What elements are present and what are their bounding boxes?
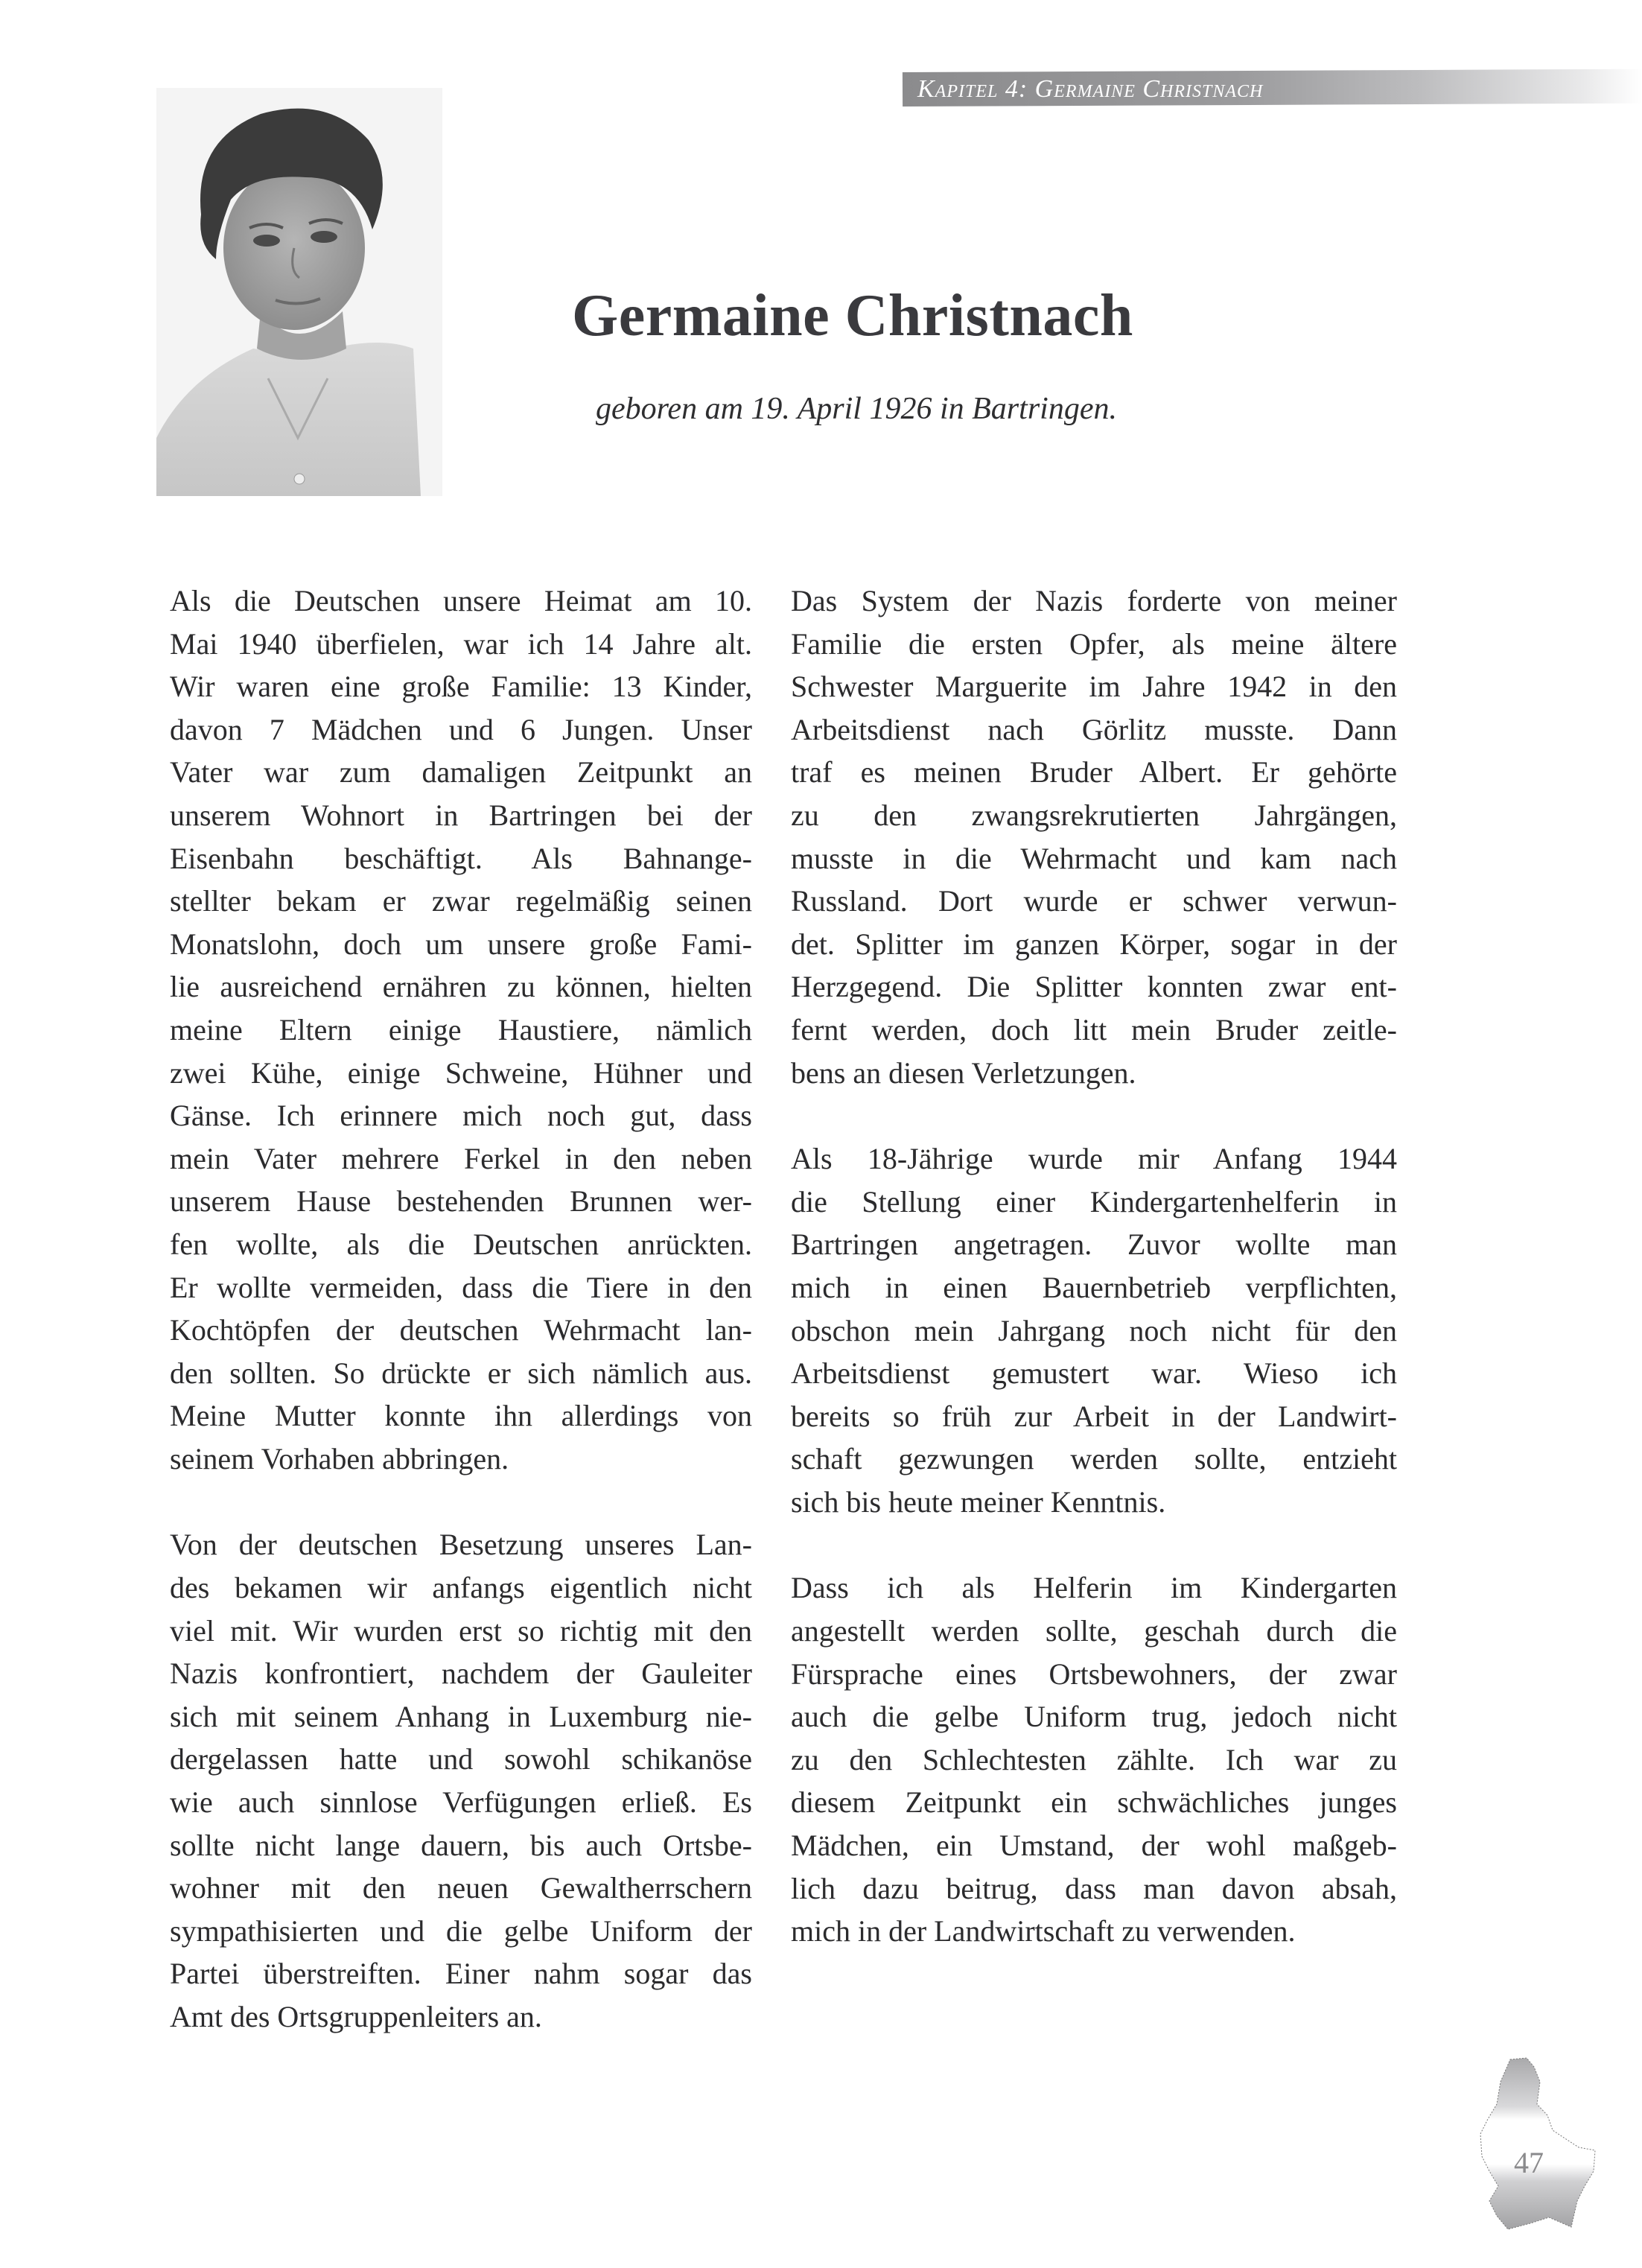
text-line: die Stellung einer Kindergartenhelferin in [791,1184,1397,1219]
paragraph [170,1523,752,2038]
chapter-label: Kapitel 4: Germaine Christnach [917,75,1264,103]
text-line: Kochtöpfen der deutschen Wehrmacht lan- [170,1313,752,1347]
text-column-left [170,579,752,2082]
text-line: Arbeitsdienst gemustert war. Wieso ich [791,1356,1397,1391]
text-line: Als 18-Jährige wurde mir Anfang 1944 [791,1142,1397,1176]
text-line: obschon mein Jahrgang noch nicht für den [791,1313,1397,1347]
text-line: seinem Vorhaben abbringen. [170,1441,509,1476]
text-line: Bartringen angetragen. Zuvor wollte man [791,1227,1397,1262]
text-line: traf es meinen Bruder Albert. Er gehörte [791,755,1397,790]
text-line: schaft gezwungen werden sollte, entzieht [791,1442,1397,1476]
text-line: unserem Hause bestehenden Brunnen wer- [170,1184,752,1219]
text-line: lie ausreichend ernähren zu können, hielten [170,970,752,1004]
text-line: Er wollte vermeiden, dass die Tiere in den [170,1270,752,1304]
text-line: bens an diesen Verletzungen. [791,1055,1136,1090]
text-line: auch die gelbe Uniform trug, jedoch nicht [791,1700,1397,1734]
text-line: sich mit seinem Anhang in Luxemburg nie- [170,1699,752,1733]
text-line: wie auch sinnlose Verfügungen erließ. Es [170,1785,752,1820]
text-line: mein Vater mehrere Ferkel in den neben [170,1141,752,1175]
text-line: Als die Deutschen unsere Heimat am 10. [170,584,752,617]
text-line: sollte nicht lange dauern, bis auch Ortsbe- [170,1828,752,1862]
text-line: des bekamen wir anfangs eigentlich nicht [170,1571,752,1605]
text-line: Meine Mutter konnte ihn allerdings von [170,1399,752,1433]
paragraph [791,579,1397,1094]
text-line: unserem Wohnort in Bartringen bei der [170,798,752,832]
text-line: fernt werden, doch litt mein Bruder zeitle- [791,1012,1397,1046]
text-line: Familie die ersten Opfer, als meine ältere [791,626,1397,661]
text-line: viel mit. Wir wurden erst so richtig mit den [170,1613,752,1648]
text-line: sympathisierten und die gelbe Uniform der [170,1913,752,1948]
text-line: stellter bekam er zwar regelmäßig seinen [170,884,752,918]
text-line: Partei überstreiften. Einer nahm sogar das [170,1957,752,1991]
text-line: dergelassen hatte und sowohl schikanöse [170,1742,752,1776]
text-line: Dass ich als Helferin im Kindergarten [791,1571,1397,1605]
text-line: lich dazu beitrug, dass man davon absah, [791,1871,1397,1905]
text-line: Wir waren eine große Familie: 13 Kinder, [170,670,752,704]
page-title: Germaine Christnach [572,282,1133,349]
text-line: Mädchen, ein Umstand, der wohl maßgeb- [791,1829,1397,1863]
text-line: Schwester Marguerite im Jahre 1942 in den [791,670,1397,704]
text-line: Nazis konfrontiert, nachdem der Gauleiter [170,1656,752,1691]
text-line: Vater war zum damaligen Zeitpunkt an [170,755,752,790]
text-line: Monatslohn, doch um unsere große Fami- [170,927,752,961]
text-line: zwei Kühe, einige Schweine, Hühner und [170,1055,752,1090]
text-line: Russland. Dort wurde er schwer verwun- [791,884,1397,918]
text-line: meine Eltern einige Haustiere, nämlich [170,1012,752,1046]
text-line: bereits so früh zur Arbeit in der Landwirt- [791,1399,1397,1433]
text-line: angestellt werden sollte, geschah durch die [791,1614,1397,1648]
text-line: Mai 1940 überfielen, war ich 14 Jahre alt. [170,626,752,661]
text-line: wohner mit den neuen Gewaltherrschern [170,1871,752,1905]
text-column-right [791,579,1397,1996]
text-line: Eisenbahn beschäftigt. Als Bahnange- [170,841,752,875]
text-line: Arbeitsdienst nach Görlitz musste. Dann [791,712,1397,746]
text-line: Gänse. Ich erinnere mich noch gut, dass [170,1099,752,1133]
text-line: zu den Schlechtesten zählte. Ich war zu [791,1742,1397,1776]
text-line: fen wollte, als die Deutschen anrückten. [170,1227,752,1261]
text-line: Von der deutschen Besetzung unseres Lan- [170,1528,752,1562]
text-line: Das System der Nazis forderte von meiner [791,584,1397,617]
text-line: det. Splitter im ganzen Körper, sogar in der [791,927,1397,961]
text-line: davon 7 Mädchen und 6 Jungen. Unser [170,712,752,746]
portrait-photo [156,88,442,496]
text-line: Herzgegend. Die Splitter konnten zwar ent- [791,970,1397,1004]
paragraph [170,579,752,1480]
portrait-image-icon [156,88,442,496]
text-line: sich bis heute meiner Kenntnis. [791,1484,1166,1519]
text-line: mich in einen Bauernbetrieb verpflichten, [791,1270,1397,1304]
text-line: Amt des Ortsgruppenleiters an. [170,2000,542,2033]
text-line: Fürsprache eines Ortsbewohners, der zwar [791,1656,1397,1691]
paragraph [791,1566,1397,1952]
text-line: mich in der Landwirtschaft zu verwenden. [791,1914,1296,1948]
text-line: musste in die Wehrmacht und kam nach [791,841,1397,875]
birth-info-subtitle: geboren am 19. April 1926 in Bartringen. [596,392,1117,426]
paragraph [791,1137,1397,1523]
text-line: den sollten. So drückte er sich nämlich aus. [170,1356,752,1390]
page-number: 47 [1514,2146,1544,2179]
text-line: diesem Zeitpunkt ein schwächliches junges [791,1785,1397,1820]
text-line: zu den zwangsrekrutierten Jahrgängen, [791,798,1397,832]
